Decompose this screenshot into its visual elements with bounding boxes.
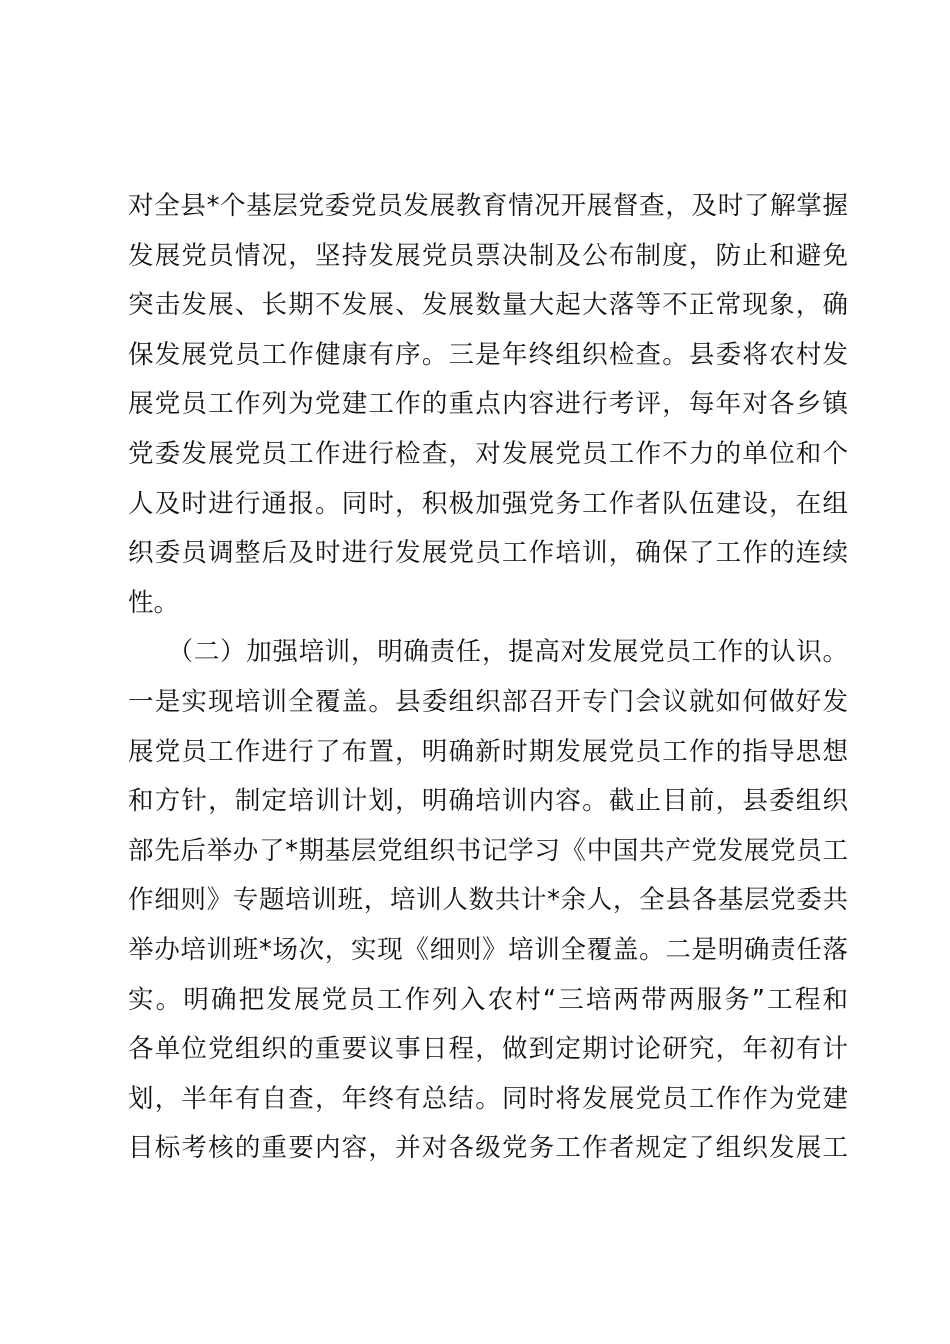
text-line: 举办培训班*场次，实现《细则》培训全覆盖。二是明确责任落: [128, 934, 848, 965]
text-line: 性。: [128, 587, 180, 618]
text-line: 部先后举办了*期基层党组织书记学习《中国共产党发展党员工: [128, 835, 848, 866]
text-line: 作细则》专题培训班，培训人数共计*余人，全县各基层党委共: [128, 885, 848, 916]
section-heading-line: （二）加强培训，明确责任，提高对发展党员工作的认识。: [128, 637, 848, 668]
text-line: 保发展党员工作健康有序。三是年终组织检查。县委将农村发: [128, 339, 848, 370]
body-text: [128, 182, 848, 1174]
text-line: 对全县*个基层党委党员发展教育情况开展督查，及时了解掌握: [128, 191, 848, 221]
text-line: 划，半年有自查，年终有总结。同时将发展党员工作作为党建: [128, 1083, 848, 1114]
text-line: 目标考核的重要内容，并对各级党务工作者规定了组织发展工: [128, 1133, 848, 1164]
text-line: 发展党员情况，坚持发展党员票决制及公布制度，防止和避免: [128, 240, 848, 271]
text-line: 实。明确把发展党员工作列入农村“三培两带两服务”工程和: [128, 984, 848, 1015]
text-line: 突击发展、长期不发展、发展数量大起大落等不正常现象，确: [128, 290, 848, 321]
text-line: 党委发展党员工作进行检查，对发展党员工作不力的单位和个: [128, 438, 848, 469]
text-line: 人及时进行通报。同时，积极加强党务工作者队伍建设，在组: [128, 488, 848, 519]
text-line: 各单位党组织的重要议事日程，做到定期讨论研究，年初有计: [128, 1034, 848, 1065]
text-line: 展党员工作列为党建工作的重点内容进行考评，每年对各乡镇: [128, 389, 848, 420]
text-line: 和方针，制定培训计划，明确培训内容。截止目前，县委组织: [128, 786, 848, 817]
text-line: 织委员调整后及时进行发展党员工作培训，确保了工作的连续: [128, 538, 848, 569]
text-line: 一是实现培训全覆盖。县委组织部召开专门会议就如何做好发: [128, 686, 848, 717]
text-line: 展党员工作进行了布置，明确新时期发展党员工作的指导思想: [128, 736, 848, 767]
